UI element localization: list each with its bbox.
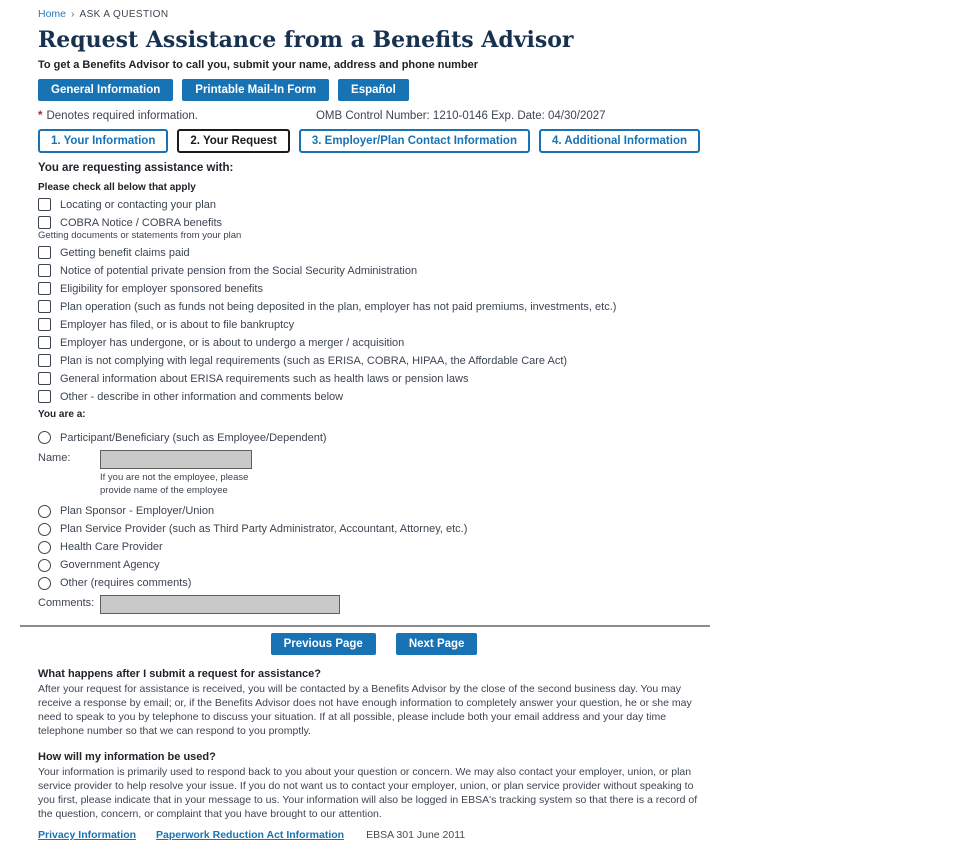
role-section-heading: You are a: — [38, 409, 86, 421]
checkbox-row-other — [38, 390, 676, 403]
checkbox-label: Notice of potential private pension from the Social Security Administration — [60, 264, 418, 277]
checkbox-label: COBRA Notice / COBRA benefits — [60, 216, 223, 229]
radio-label: Government Agency — [60, 559, 160, 572]
radio-label: Plan Sponsor - Employer/Union — [60, 505, 215, 518]
faq-question-after-submit: What happens after I submit a request for assistance? — [38, 667, 322, 680]
breadcrumb — [38, 8, 676, 20]
step-tabs — [38, 129, 687, 153]
checkbox-plan-operation[interactable] — [38, 300, 51, 313]
section-divider — [20, 625, 710, 627]
checkbox-label: Eligibility for employer sponsored benefits — [60, 282, 263, 295]
radio-row-government-agency — [38, 559, 676, 572]
printable-mail-in-form-button[interactable]: Printable Mail-In Form — [182, 79, 329, 101]
tab-additional-information[interactable]: 4. Additional Information — [539, 129, 700, 153]
previous-page-button[interactable]: Previous Page — [271, 633, 376, 655]
breadcrumb-home-link[interactable]: Home — [38, 8, 67, 20]
checkbox-private-pension-notice[interactable] — [38, 264, 51, 277]
general-information-button[interactable]: General Information — [38, 79, 173, 101]
checkbox-locating-plan[interactable] — [38, 198, 51, 211]
checkbox-label: Plan operation (such as funds not being deposited in the plan, employer has not paid premiums, investments, etc.) — [60, 300, 617, 313]
checkbox-cobra-note: Getting documents or statements from your plan — [38, 230, 242, 242]
required-note-row — [38, 110, 676, 122]
checkbox-other[interactable] — [38, 390, 51, 403]
radio-plan-service-provider[interactable] — [38, 523, 51, 536]
checkbox-label: Employer has filed, or is about to file bankruptcy — [60, 318, 295, 331]
radio-label: Plan Service Provider (such as Third Party Administrator, Accountant, Attorney, etc.) — [60, 523, 468, 536]
checkbox-row-eligibility — [38, 282, 676, 295]
checkbox-label: Plan is not complying with legal requirements (such as ERISA, COBRA, HIPAA, the Affordable Care Act) — [60, 354, 568, 367]
radio-label: Participant/Beneficiary (such as Employee/Dependent) — [60, 431, 327, 444]
checkbox-row-erisa-general-info — [38, 372, 676, 385]
radio-label: Other (requires comments) — [60, 577, 192, 590]
checkbox-bankruptcy[interactable] — [38, 318, 51, 331]
form-number: EBSA 301 June 2011 — [366, 828, 466, 841]
name-field-note: If you are not the employee, please provide name of the employee — [100, 472, 249, 496]
checkbox-row-bankruptcy — [38, 318, 676, 331]
next-page-button[interactable]: Next Page — [396, 633, 478, 655]
pager — [38, 633, 710, 655]
checkbox-row-private-pension-notice — [38, 264, 676, 277]
tab-your-request[interactable]: 2. Your Request — [177, 129, 290, 153]
required-note: Denotes required information. — [46, 110, 198, 123]
required-asterisk: * — [38, 110, 43, 123]
radio-row-other — [38, 577, 676, 590]
radio-row-plan-service-provider — [38, 523, 676, 536]
name-input[interactable] — [100, 450, 252, 469]
checkbox-label: Getting benefit claims paid — [60, 246, 190, 259]
comments-field-label: Comments: — [38, 596, 95, 609]
paperwork-reduction-act-link[interactable]: Paperwork Reduction Act Information — [156, 828, 345, 841]
name-field-label: Name: — [38, 452, 71, 465]
radio-plan-sponsor[interactable] — [38, 505, 51, 518]
request-section-heading: You are requesting assistance with: — [38, 162, 234, 175]
faq-answer-after-submit: After your request for assistance is received, you will be contacted by a Benefits Advisor by the close of the second business day. You may receive a response by email; or, if the Benefits Advisor does not have enough information to completely answer your question, he or she may need to speak to you by telephone to discuss your situation. If at all possible, please include both your email address and your day time telephone number so that we can respond to you promptly. — [38, 682, 692, 737]
checkbox-label: Employer has undergone, or is about to undergo a merger / acquisition — [60, 336, 405, 349]
radio-row-health-care-provider — [38, 541, 676, 554]
faq-answer-information-use: Your information is primarily used to respond back to you about your question or concern. We may also contact your employer, union, or plan service provider to help resolve your issue. If you do not want us to contact your employer, union, or plan service provider without speaking to you first, please indicate that in your message to us. Your information will also be logged in EBSA's tracking system so that there is a record of the question, concern, or complaint that you have brought to our attention. — [38, 766, 698, 820]
checkbox-row-plan-operation — [38, 300, 676, 313]
radio-other[interactable] — [38, 577, 51, 590]
checkbox-claims-paid[interactable] — [38, 246, 51, 259]
espanol-button[interactable]: Español — [338, 79, 409, 101]
tab-your-information[interactable]: 1. Your Information — [38, 129, 168, 153]
checkbox-cobra[interactable] — [38, 216, 51, 229]
privacy-information-link[interactable]: Privacy Information — [38, 828, 137, 841]
faq-question-information-use: How will my information be used? — [38, 751, 216, 764]
tab-employer-plan-contact[interactable]: 3. Employer/Plan Contact Information — [299, 129, 530, 153]
comments-field-row — [38, 595, 676, 614]
checkbox-legal-compliance[interactable] — [38, 354, 51, 367]
checkbox-eligibility[interactable] — [38, 282, 51, 295]
checkbox-row-legal-compliance — [38, 354, 676, 367]
breadcrumb-separator: › — [71, 8, 75, 20]
checkbox-erisa-general-info[interactable] — [38, 372, 51, 385]
checkbox-label: Locating or contacting your plan — [60, 198, 216, 211]
radio-label: Health Care Provider — [60, 541, 163, 554]
request-section-subheading: Please check all below that apply — [38, 182, 196, 194]
footer — [38, 829, 676, 841]
radio-participant-beneficiary[interactable] — [38, 431, 51, 444]
omb-control-number: OMB Control Number: 1210-0146 Exp. Date: 04/30/2027 — [315, 110, 606, 123]
checkbox-row-cobra — [38, 216, 676, 229]
radio-row-participant — [38, 431, 676, 444]
page-title: Request Assistance from a Benefits Advisor — [38, 27, 574, 53]
comments-input[interactable] — [100, 595, 340, 614]
action-button-row — [38, 79, 676, 101]
checkbox-row-claims-paid — [38, 246, 676, 259]
checkbox-label: Other - describe in other information and comments below — [60, 390, 344, 403]
checkbox-merger-acquisition[interactable] — [38, 336, 51, 349]
name-field-row — [38, 450, 676, 469]
breadcrumb-current: ASK A QUESTION — [79, 9, 169, 20]
radio-row-plan-sponsor — [38, 505, 676, 518]
checkbox-label: General information about ERISA requirements such as health laws or pension laws — [60, 372, 469, 385]
radio-government-agency[interactable] — [38, 559, 51, 572]
checkbox-row-locating-plan — [38, 198, 676, 211]
checkbox-row-merger-acquisition — [38, 336, 676, 349]
radio-health-care-provider[interactable] — [38, 541, 51, 554]
page-subtitle: To get a Benefits Advisor to call you, submit your name, address and phone number — [38, 59, 479, 72]
